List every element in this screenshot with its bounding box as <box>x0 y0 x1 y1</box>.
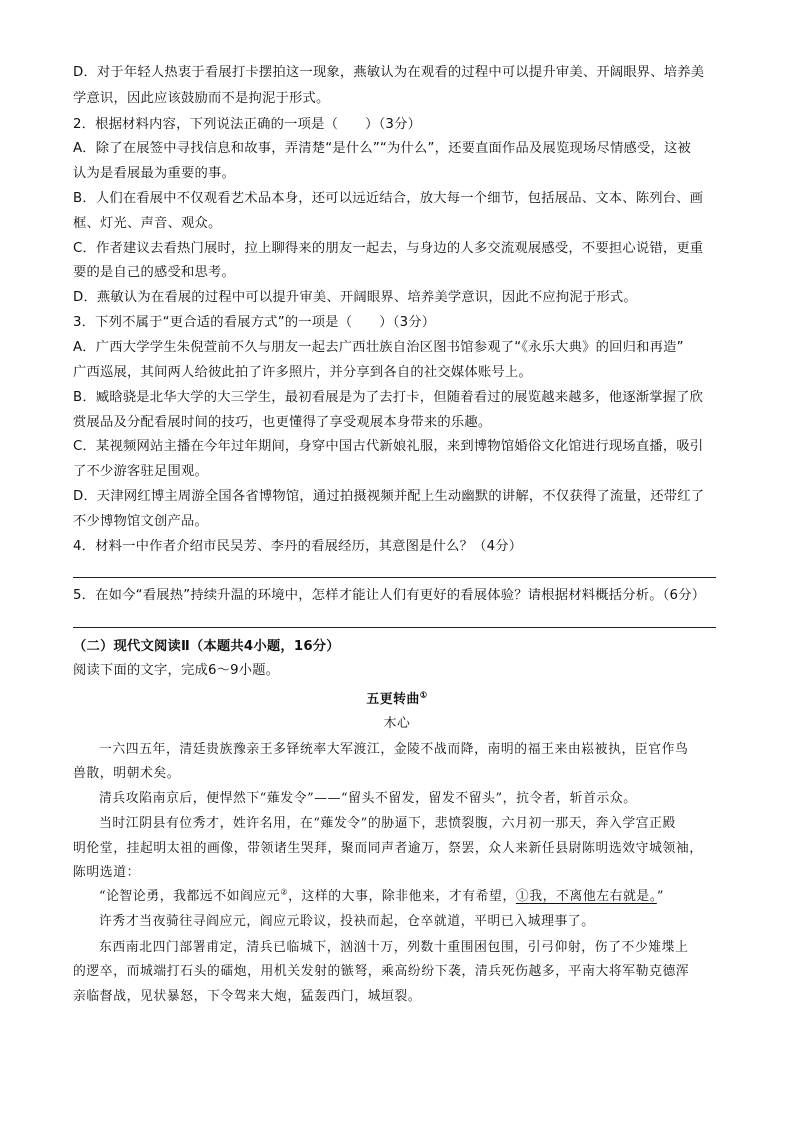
q3-option-b-line2: 赏展品及分配看展时间的技巧，也更懂得了享受观展本身带来的乐趣。 <box>73 415 492 430</box>
q2-option-a-line2: 认为是看展最为重要的事。 <box>73 166 235 181</box>
section-heading: （二）现代文阅读Ⅱ（本题共4小题，16分） <box>73 639 340 654</box>
paragraph-4-mark: ① <box>515 889 530 904</box>
q2-option-b-line2: 框、灯光、声音、观众。 <box>73 216 222 231</box>
article-title-note: ① <box>419 689 428 700</box>
q3-option-c-line1: C．某视频网站主播在今年过年期间，身穿中国古代新娘礼服，来到博物馆婚俗文化馆进行现场直播，吸引 <box>73 439 704 454</box>
paragraph-4-end: ” <box>656 889 664 904</box>
paragraph-6-line1: 东西南北四门部署甫定，清兵已临城下，汹汹十万，列数十重围困包围，引弓仰射，伤了不少雉堞上 <box>99 940 689 955</box>
paragraph-2: 清兵攻陷南京后，便悍然下“薙发令”——“留头不留发，留发不留头”，抗令者，斩首示众。 <box>99 791 637 806</box>
q3-option-d-line2: 不少博物馆文创产品。 <box>73 514 208 529</box>
paragraph-4 <box>99 888 664 906</box>
q3-option-d-line1: D．天津网红博主周游全国各省博物馆，通过拍摄视频并配上生动幽默的讲解，不仅获得了流量，还带红了 <box>73 489 705 504</box>
q3-stem: 3．下列不属于“更合适的看展方式”的一项是（ ）（3分） <box>73 315 436 330</box>
q4-answer-line[interactable] <box>73 577 716 578</box>
q2-option-a-line1: A．除了在展签中寻找信息和故事，弄清楚“是什么”“为什么”，还要直面作品及展览现场尽情感受，这被 <box>73 141 692 156</box>
q2-option-c-line2: 要的是自己的感受和思考。 <box>73 265 235 280</box>
q3-option-a-line2: 广西巡展，其间两人给彼此拍了许多照片，并分享到各自的社交媒体账号上。 <box>73 365 532 380</box>
q5-answer-line[interactable] <box>73 627 716 628</box>
paragraph-3-line1: 当时江阴县有位秀才，姓许名用，在“薙发令”的胁逼下，悲愤裂腹，六月初一那天，奔入学宫正殿 <box>99 816 676 831</box>
paragraph-6-line3: 亲临督战，见状暴怒，下令驾来大炮，猛轰西门，城垣裂。 <box>73 989 422 1004</box>
section-instruction: 阅读下面的文字，完成6～9小题。 <box>73 663 280 678</box>
q2-option-c-line1: C．作者建议去看热门展时，拉上聊得来的朋友一起去，与身边的人多交流观展感受，不要担心说错，更重 <box>73 241 704 256</box>
paragraph-1-line2: 兽散，明朝术矣。 <box>73 766 181 781</box>
q1-option-d-line2: 学意识，因此应该鼓励而不是拘泥于形式。 <box>73 91 330 106</box>
article-author: 木心 <box>383 716 411 731</box>
q2-option-b-line1: B．人们在看展中不仅观看艺术品本身，还可以远近结合，放大每一个细节，包括展品、文本、陈列台、画 <box>73 191 704 206</box>
paragraph-6-line2: 的逻卒，而城端打石头的礌炮，用机关发射的镞弩，乘高纷纷下袭，清兵死伤越多，平南大将军勒克德浑 <box>73 964 690 979</box>
paragraph-5: 许秀才当夜骑往寻阎应元，阎应元聆议，投袂而起，仓卒就道，平明已入城理事了。 <box>99 914 595 929</box>
q3-option-a-line1: A．广西大学学生朱倪萱前不久与朋友一起去广西壮族自治区图书馆参观了“《永乐大典》的回归和再造” <box>73 340 684 355</box>
paragraph-4-underlined: 我，不离他左右就是。 <box>529 889 657 904</box>
q3-option-c-line2: 了不少游客驻足围观。 <box>73 464 208 479</box>
paragraph-3-line2: 明伦堂，挂起明太祖的画像，带领诸生哭拜，聚而同声者逾万，祭罢，众人来新任县尉陈明选效守城领袖， <box>73 841 703 856</box>
q3-option-b-line1: B．臧晗骁是北华大学的大三学生，最初看展是为了去打卡，但随着看过的展览越来越多，他逐渐掌握了欣 <box>73 390 704 405</box>
article-title-text: 五更转曲 <box>366 692 420 707</box>
paragraph-4-mid: ，这样的大事，除非他来，才有希望， <box>288 889 516 904</box>
paragraph-4-main: “论智论勇，我都远不如阎应元 <box>99 889 281 904</box>
q4-stem: 4．材料一中作者介绍市民吴芳、李丹的看展经历，其意图是什么？（4分） <box>73 539 523 554</box>
q2-stem: 2．根据材料内容，下列说法正确的一项是（ ）（3分） <box>73 117 422 132</box>
paragraph-3-line3: 陈明选道： <box>73 865 140 880</box>
paragraph-1-line1: 一六四五年，清廷贵族豫亲王多铎统率大军渡江，金陵不战而降，南明的福王来由崧被执，臣官作鸟 <box>99 742 689 757</box>
q1-option-d-line1: D．对于年轻人热衷于看展打卡摆拍这一现象，燕敏认为在观看的过程中可以提升审美、开阔眼界、培养美 <box>73 65 705 80</box>
paragraph-4-note: ② <box>280 887 289 897</box>
q2-option-d: D．燕敏认为在看展的过程中可以提升审美、开阔眼界、培养美学意识，因此不应拘泥于形式。 <box>73 290 637 305</box>
article-title <box>0 691 794 709</box>
q5-stem: 5．在如今“看展热”持续升温的环境中，怎样才能让人们有更好的看展体验？请根据材料概括分析。（6分） <box>73 588 706 603</box>
